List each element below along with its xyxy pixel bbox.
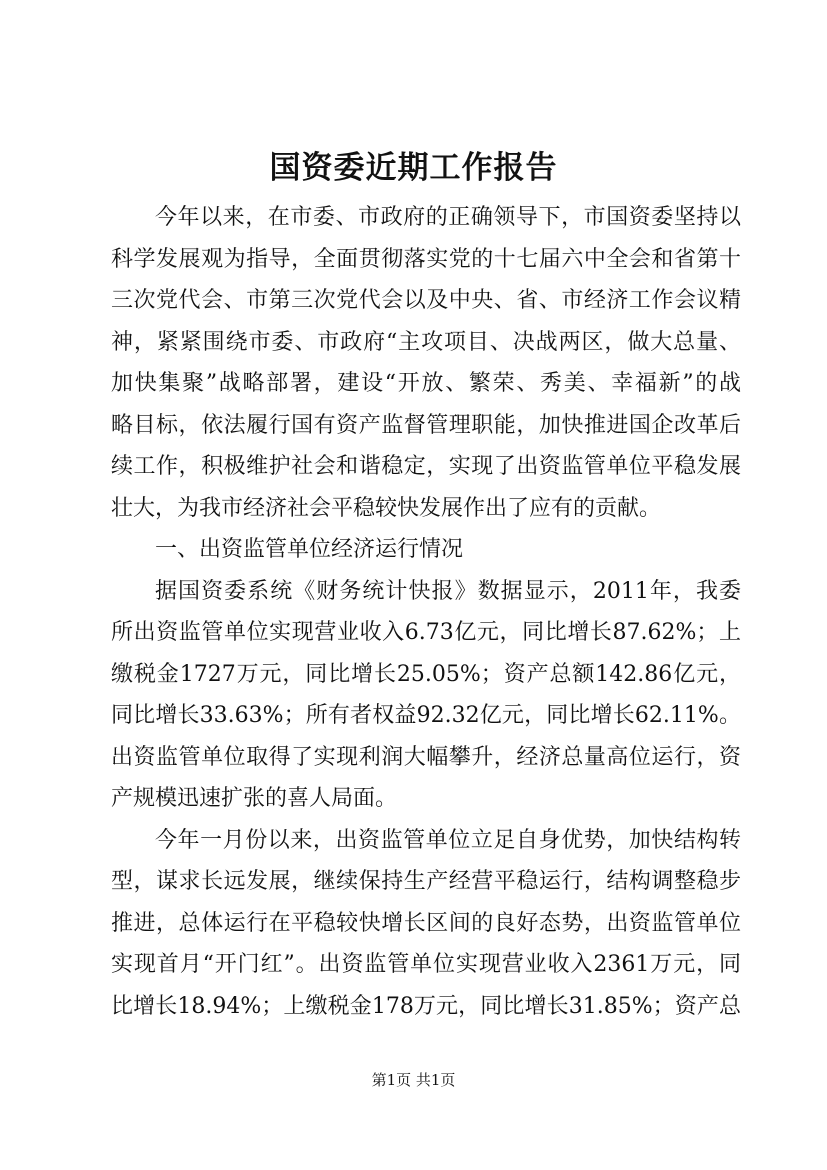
paragraph-line: 推进，总体运行在平稳较快增长区间的良好态势，出资监管单位 xyxy=(111,910,741,936)
paragraph-line: 同比增长33.63%；所有者权益92.32亿元，同比增长62.11%。 xyxy=(111,703,741,728)
paragraph-line: 缴税金1727万元，同比增长25.05%；资产总额142.86亿元， xyxy=(111,661,741,687)
paragraph-line: 产规模迅速扩张的喜人局面。 xyxy=(111,786,398,811)
paragraph-line: 略目标，依法履行国有资产监督管理职能，加快推进国企改革后 xyxy=(111,412,741,438)
document-title: 国资委近期工作报告 xyxy=(269,150,558,186)
paragraph-line: 型，谋求长远发展，继续保持生产经营平稳运行，结构调整稳步 xyxy=(111,869,741,894)
document-body xyxy=(111,197,741,1027)
section-heading: 一、出资监管单位经济运行情况 xyxy=(155,537,464,562)
paragraph-line: 出资监管单位取得了实现利润大幅攀升，经济总量高位运行，资 xyxy=(111,744,741,770)
paragraph-line: 据国资委系统《财务统计快报》数据显示，2011年，我委 xyxy=(155,578,741,604)
paragraph-line: 所出资监管单位实现营业收入6.73亿元，同比增长87.62%；上 xyxy=(111,620,741,645)
paragraph-line: 实现首月“开门红”。出资监管单位实现营业收入2361万元，同 xyxy=(111,952,741,977)
paragraph-line: 续工作，积极维护社会和谐稳定，实现了出资监管单位平稳发展 xyxy=(111,454,741,479)
paragraph-line: 今年一月份以来，出资监管单位立足自身优势，加快结构转 xyxy=(155,827,741,853)
page-footer: 第1页 共1页 xyxy=(371,1071,456,1089)
paragraph-line: 神，紧紧围绕市委、市政府“主攻项目、决战两区，做大总量、 xyxy=(111,329,741,355)
paragraph-line: 今年以来，在市委、市政府的正确领导下，市国资委坚持以 xyxy=(155,205,741,230)
paragraph-line: 三次党代会、市第三次党代会以及中央、省、市经济工作会议精 xyxy=(111,288,741,313)
paragraph-line: 比增长18.94%；上缴税金178万元，同比增长31.85%；资产总 xyxy=(111,993,741,1019)
paragraph-line: 科学发展观为指导，全面贯彻落实党的十七届六中全会和省第十 xyxy=(111,246,741,272)
paragraph-line: 壮大，为我市经济社会平稳较快发展作出了应有的贡献。 xyxy=(111,495,662,521)
paragraph-line: 加快集聚”战略部署，建设“开放、繁荣、秀美、幸福新”的战 xyxy=(111,371,741,396)
